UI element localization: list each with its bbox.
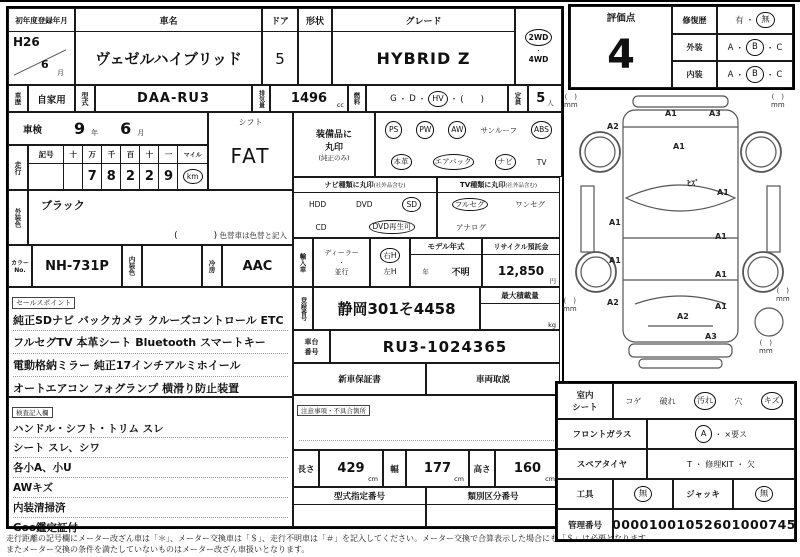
damage-front-bumper-right: A3: [709, 109, 721, 118]
shape-label: 形状: [299, 9, 331, 32]
tv-analog: アナログ: [456, 222, 486, 232]
grade-value: HYBRID Z: [376, 49, 471, 68]
mileage-digit: 2: [125, 169, 135, 184]
damage-door-rear-right: A1: [715, 270, 727, 279]
tool-none-circled: 無: [634, 486, 653, 503]
recycle-deposit-cell: リサイクル預託金 12,850 円: [482, 238, 560, 287]
model-code: DAA-RU3: [95, 85, 252, 112]
door-count: 5: [275, 49, 285, 68]
navi-hdd: HDD: [308, 200, 327, 209]
repair-history-label: 修復歴: [672, 6, 717, 34]
mileage-table: 記号 十 万 7 千 8 百 2 十 2 一 9 マイル km: [28, 145, 208, 190]
damage-windshield: ﾋｽﾞ: [687, 179, 699, 188]
km-unit-circled: km: [183, 169, 203, 184]
fuel-value-cell: G ・ D ・ HV ・ ( ): [366, 85, 508, 112]
tread-depth-rear-right: ( ) mm: [776, 287, 790, 303]
fuel-g: G: [390, 93, 397, 104]
seat-label: 室内 シート: [557, 383, 613, 419]
color-no-label: カラー No.: [8, 245, 32, 287]
rating-score: 4: [607, 32, 635, 78]
management-no: 00001001052601000745: [613, 509, 795, 540]
length-label: 長さ: [293, 450, 319, 487]
import-label: 輸入車: [293, 238, 313, 287]
tool-label: 工具: [557, 479, 613, 509]
top-border-line: [0, 0, 800, 2]
shaken-month: 6: [120, 119, 132, 138]
model-year-value: 不明: [451, 267, 470, 278]
damage-rear-bumper: A3: [705, 332, 717, 341]
damage-door-front-left: A1: [609, 218, 621, 227]
length-cell: 429 cm: [319, 450, 383, 487]
inspection-label: 検査記入欄: [12, 407, 53, 418]
color-no-value: NH-731P: [32, 245, 122, 287]
door-cell: [262, 8, 298, 85]
displacement-cell: [270, 85, 348, 112]
vehicle-manual: 車両取説: [426, 363, 560, 395]
shape-value: [299, 32, 331, 85]
fuel-label: 燃料: [348, 85, 366, 112]
handle-position-cell: [370, 238, 410, 287]
equip-ps-circled: PS: [385, 121, 402, 138]
exterior-color-cell: ブラック ( ) 色替車は色替と記入: [28, 190, 293, 245]
equipment-label-cell: 装備品に 丸印 (純正のみ): [293, 112, 375, 177]
sales-point-line: フルセグTV 本革シート Bluetooth スマートキー: [13, 331, 288, 354]
mileage-digit: 7: [87, 169, 97, 184]
drive-2wd-circled: 2WD: [525, 29, 553, 46]
navi-cd: CD: [315, 222, 327, 232]
sales-point-line: オートエアコン フォグランプ 横滑り防止装置: [13, 377, 288, 400]
shaken-cell: 車検 9 年 6 月: [8, 112, 208, 145]
damage-front-bumper: A1: [665, 109, 677, 118]
fuel-hv-circled: HV: [428, 91, 448, 107]
notes-label: 注意事項・不具合箇所: [297, 405, 370, 416]
registration-label: 登録番号: [293, 287, 313, 330]
seat-ana: 穴: [734, 396, 743, 406]
exterior-rating-value: A ・ B ・ C: [717, 34, 793, 61]
grade-cell: [332, 8, 515, 85]
mileage-digit: 2: [144, 169, 154, 184]
registration-value: 静岡301そ4458: [313, 287, 480, 330]
ac-label: 冷房: [202, 245, 222, 287]
jack-none-circled: 無: [755, 486, 774, 503]
history-label: 車歴: [8, 85, 28, 112]
damage-front-fender-left: A2: [607, 122, 619, 131]
damage-fender-rear-right: A1: [715, 302, 727, 311]
navi-type-cell: ナビ種類に丸印 (社外品含む) HDD DVD SD CD DVD再生可: [293, 177, 437, 238]
exterior-b-circled: B: [746, 39, 764, 56]
shape-cell: [298, 8, 332, 85]
first-registration-cell: [8, 8, 75, 85]
interior-color-label: 内装色: [122, 245, 142, 287]
interior-rating-label: 内装: [672, 61, 717, 88]
new-car-warranty: 新車保証書: [293, 363, 426, 395]
equipment-items-cell: [375, 112, 562, 177]
tread-depth-front-right: ( ) mm: [771, 93, 785, 109]
tv-type-cell: TV種類に丸印 (社外品含む) フルセグ ワンセグ アナログ: [437, 177, 560, 238]
interior-b-circled: B: [746, 66, 764, 83]
ac-value: AAC: [222, 245, 293, 287]
shift-cell: [208, 112, 293, 190]
car-damage-diagram: [563, 90, 795, 383]
navi-dvd: DVD: [356, 200, 373, 209]
classification-cell: 類別区分番号: [426, 487, 560, 527]
width-label: 幅: [383, 450, 406, 487]
interior-rating-value: A ・ B ・ C: [717, 61, 793, 88]
history-value: 自家用: [28, 85, 75, 112]
width-cell: 177 cm: [406, 450, 469, 487]
sales-points-label: セールスポイント: [12, 297, 75, 309]
jack-value: [733, 479, 795, 509]
seat-condition-value: [613, 383, 795, 419]
capacity-value: 5: [536, 91, 546, 106]
sales-points-cell: [8, 287, 293, 397]
drive-4wd: 4WD: [528, 55, 549, 65]
shift-label: シフト: [238, 117, 263, 127]
fuel-d: D: [409, 93, 416, 104]
drive-dot: ・: [535, 48, 542, 56]
windshield-label: フロントガラス: [557, 419, 647, 449]
chassis-label: 車台 番号: [293, 330, 330, 363]
width-value: 177: [423, 461, 452, 476]
equip-airbag-circled: エアバック: [433, 154, 474, 169]
tool-value: [613, 479, 673, 509]
seat-koge: コゲ: [625, 396, 642, 406]
car-name-label: 車名: [76, 9, 261, 32]
grade-label: グレード: [333, 9, 514, 32]
navi-sd-circled: SD: [402, 197, 421, 212]
damage-door-front-right: A1: [715, 232, 727, 241]
repair-history-value: 有 ・ 無: [717, 6, 793, 34]
door-label: ドア: [263, 9, 297, 32]
type-designation-value: [294, 505, 425, 527]
first-registration-label: 初年度登録年月: [9, 9, 74, 32]
equip-pw-circled: PW: [416, 121, 434, 138]
fuel-other: ( ): [460, 94, 484, 105]
tread-depth-rear-left: ( ) mm: [563, 297, 577, 313]
sales-point-line: 純正SDナビ バックカメラ クルーズコントロール ETC: [13, 309, 288, 331]
color-change-note: 色替車は色替と記入: [219, 231, 287, 240]
model-code-label: 型式: [75, 85, 95, 112]
right-handle-circled: 右H: [380, 248, 399, 263]
sales-point-line: 電動格納ミラー 純正17インチアルミホイール: [13, 354, 288, 377]
classification-value: [427, 505, 559, 527]
windshield-value: A ・ ×要ス: [647, 419, 795, 449]
equip-leather-circled: 本革: [391, 154, 412, 169]
repair-no-circled: 無: [756, 12, 775, 29]
recycle-deposit-value: 12,850: [497, 264, 545, 278]
glass-a-circled: A: [695, 425, 712, 443]
capacity-label: 定員: [508, 85, 528, 112]
inspection-notes-cell: [8, 397, 293, 534]
navi-dvd-play-circled: DVD再生可: [369, 220, 414, 233]
seat-kizu-circled: キズ: [761, 392, 783, 410]
capacity-unit: 人: [547, 99, 554, 107]
car-name: ヴェゼルハイブリッド: [95, 50, 242, 68]
tv-fullseg-circled: フルセグ: [452, 198, 488, 211]
mileage-symbol: [29, 164, 63, 189]
length-value: 429: [337, 461, 365, 476]
type-designation-cell: 型式指定番号: [293, 487, 426, 527]
height-label: 高さ: [469, 450, 495, 487]
equip-tv: TV: [536, 157, 547, 167]
spare-tire-label: スペアタイヤ: [557, 449, 647, 479]
glass-ng: ×要ス: [724, 429, 748, 439]
inspection-line: ハンドル・シフト・トリム スレ: [13, 419, 288, 438]
rating-score-label: 評価点: [606, 13, 636, 24]
left-handle: 左H: [383, 267, 397, 277]
damage-hood: A1: [673, 142, 685, 151]
capacity-cell: [528, 85, 562, 112]
spare-tire-value: T ・ 修理KIT ・ 欠: [647, 449, 795, 479]
footer-line-1: 走行距離の記号欄にメーター改ざん車は「＊」、メーター交換車は「＄」、走行不明車は「＃」を記入してください。メーター交換で合算表示した場合にも「＄」は必要となります。: [6, 534, 654, 543]
height-value: 160: [513, 461, 542, 476]
mileage-digit: 9: [163, 169, 173, 184]
equip-aw-circled: AW: [448, 121, 466, 138]
equip-abs-circled: ABS: [531, 121, 552, 138]
tread-depth-front-left: ( ) mm: [564, 93, 578, 109]
car-name-cell: [75, 8, 262, 85]
equip-navi-circled: ナビ: [495, 154, 516, 169]
damage-rear-gate: A2: [677, 312, 689, 321]
damage-pillar-right: A1: [717, 188, 729, 197]
jack-label: ジャッキ: [673, 479, 733, 509]
inspection-line: Goo鑑定証付: [13, 522, 79, 534]
shaken-year: 9: [74, 119, 86, 138]
shaken-label: 車検: [23, 124, 43, 136]
notes-cell: [293, 395, 560, 450]
cc-unit: cc: [336, 101, 344, 109]
model-year-cell: モデル年式 年 不明: [410, 238, 482, 287]
damage-fender-rear-left: A2: [607, 298, 619, 307]
seat-yogore-circled: 汚れ: [694, 392, 716, 410]
tread-depth-spare: ( ) mm: [759, 339, 773, 355]
damage-door-rear-left: A1: [609, 256, 621, 265]
exterior-color-value: ブラック: [41, 199, 85, 212]
import-dealer-cell: ディーラー ・ 並行: [313, 238, 370, 287]
displacement-value: 1496: [290, 91, 328, 106]
height-cell: 160 cm: [495, 450, 560, 487]
footer-line-2: またメーター交換の条件を満たしていないものはメーター改ざん車扱いとなります。: [6, 545, 310, 555]
management-no-label: 管理番号: [557, 509, 613, 540]
displacement-label: 排気量: [252, 85, 270, 112]
drive-type-cell: [515, 8, 562, 85]
mileage-digit: 8: [106, 169, 116, 184]
footer-note: [6, 533, 794, 555]
shift-value: FAT: [230, 144, 271, 168]
inspection-line: 各小A、小U: [13, 458, 288, 478]
inspection-line: シート スレ、シワ: [13, 438, 288, 458]
mileage-label: 走行: [8, 145, 28, 190]
inspection-line: AWキズ: [13, 478, 288, 498]
chassis-number: RU3-1024365: [330, 330, 560, 363]
equip-sunroof: サンルーフ: [480, 125, 517, 135]
max-load-cell: 最大積載量 kg: [480, 287, 560, 330]
tv-oneseg: ワンセグ: [515, 200, 546, 209]
seat-yabure: 破れ: [659, 396, 676, 406]
rating-score-cell: [570, 6, 672, 88]
notes-blank-line: [299, 439, 554, 441]
exterior-color-label: 外装色: [8, 190, 28, 245]
inspection-line: 内装清掃済: [13, 498, 288, 518]
exterior-rating-label: 外装: [672, 34, 717, 61]
interior-color-value: [142, 245, 202, 287]
first-registration-value: H26 6 月: [9, 32, 74, 85]
